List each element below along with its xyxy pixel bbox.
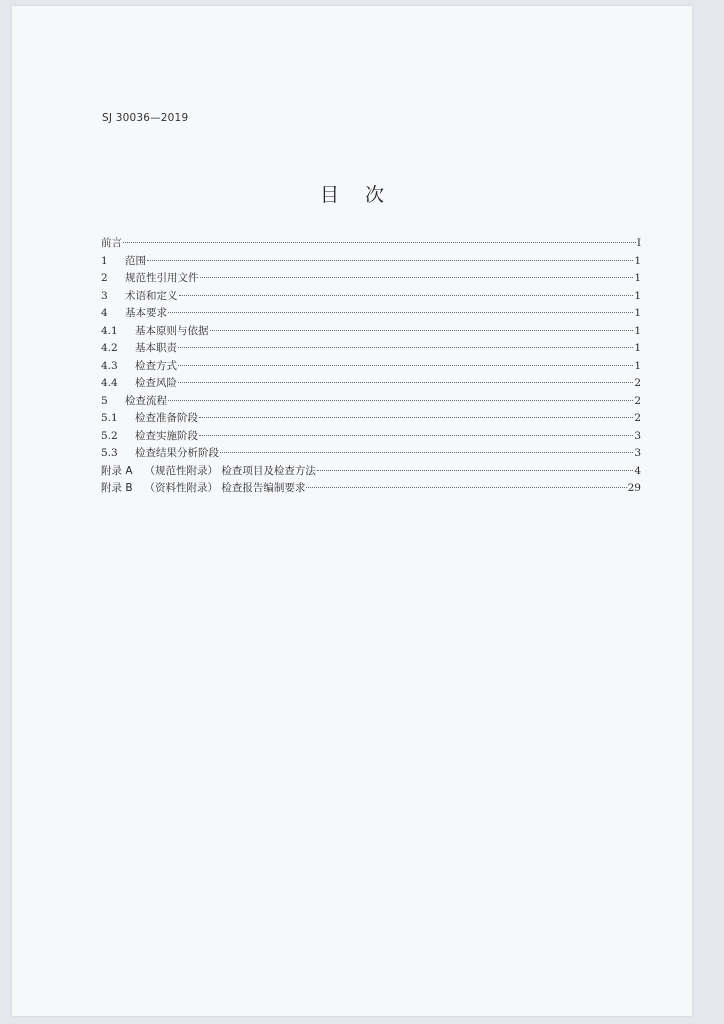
toc-leader-dots xyxy=(306,487,626,488)
toc-entry[interactable] xyxy=(101,445,641,463)
toc-entry-label xyxy=(101,253,146,271)
toc-entry-label xyxy=(101,235,122,253)
toc-page-number: 2 xyxy=(634,394,641,407)
toc-entry-text: （资料性附录） 检查报告编制要求 xyxy=(144,482,306,494)
toc-entry-text: 检查实施阶段 xyxy=(135,429,198,442)
toc-entry-text: （规范性附录） 检查项目及检查方法 xyxy=(144,464,316,477)
toc-entry-text: 基本要求 xyxy=(125,307,167,319)
toc-entry[interactable] xyxy=(101,253,641,271)
toc-annex-number: 附录 A xyxy=(101,464,133,477)
toc-page-number: 1 xyxy=(634,254,641,267)
toc-page-number: 1 xyxy=(634,289,641,302)
toc-entry-text: 范围 xyxy=(125,254,146,267)
toc-leader-dots xyxy=(199,417,633,418)
toc-entry-text: 基本原则与依据 xyxy=(135,324,209,337)
toc-entry-text: 检查结果分析阶段 xyxy=(135,447,219,459)
toc-entry-text: 术语和定义 xyxy=(125,289,178,302)
toc-section-number: 5.1 xyxy=(101,412,118,424)
toc-page-number: 1 xyxy=(634,342,641,354)
toc-page-number: I xyxy=(636,237,641,249)
toc-annex-number: 附录 B xyxy=(101,482,133,494)
toc-page-number: 2 xyxy=(634,412,641,424)
toc-leader-dots xyxy=(168,312,633,313)
toc-entry[interactable] xyxy=(101,375,641,393)
toc-entry-text: 规范性引用文件 xyxy=(125,272,199,284)
toc-page-number: 1 xyxy=(634,359,641,372)
document-id: SJ 30036—2019 xyxy=(102,112,189,124)
toc-entry[interactable] xyxy=(101,393,641,411)
toc-entry-text: 检查方式 xyxy=(135,359,177,372)
toc-entry-label xyxy=(101,445,219,463)
toc-entry[interactable] xyxy=(101,480,641,498)
toc-entry-text: 前言 xyxy=(101,237,122,249)
toc-entry-text: 检查流程 xyxy=(125,394,167,407)
toc-leader-dots xyxy=(200,277,634,278)
toc-page-number: 2 xyxy=(634,377,641,389)
toc-page-number: 1 xyxy=(634,307,641,319)
toc-entry-label xyxy=(101,463,316,481)
toc-entry-label xyxy=(101,410,198,428)
toc-entry-label xyxy=(101,393,167,411)
toc-entry[interactable] xyxy=(101,288,641,306)
toc-leader-dots xyxy=(178,382,633,383)
document-page xyxy=(12,6,692,1016)
toc-entry-label xyxy=(101,323,209,341)
toc-section-number: 5.3 xyxy=(101,447,118,459)
toc-entry[interactable] xyxy=(101,305,641,323)
toc-entry[interactable] xyxy=(101,323,641,341)
toc-leader-dots xyxy=(179,295,634,296)
toc-page-number: 3 xyxy=(634,429,641,442)
toc-entry[interactable] xyxy=(101,340,641,358)
toc-leader-dots xyxy=(199,435,633,436)
toc-section-number: 4.2 xyxy=(101,342,118,354)
toc-section-number: 1 xyxy=(101,254,108,267)
toc-page-number: 29 xyxy=(627,482,641,494)
toc-leader-dots xyxy=(168,400,633,401)
toc-section-number: 4.4 xyxy=(101,377,118,389)
toc-entry-label xyxy=(101,305,167,323)
toc-page-number: 1 xyxy=(634,272,641,284)
toc-entry-text: 基本职责 xyxy=(135,342,177,354)
toc-entry-label xyxy=(101,288,178,306)
toc-section-number: 2 xyxy=(101,272,108,284)
toc-page-number: 3 xyxy=(634,447,641,459)
toc-leader-dots xyxy=(317,470,633,471)
toc-section-number: 3 xyxy=(101,289,108,302)
toc-page-number: 4 xyxy=(634,464,641,477)
toc-section-number: 5 xyxy=(101,394,108,407)
toc-page-number: 1 xyxy=(634,324,641,337)
toc-leader-dots xyxy=(220,452,633,453)
toc-leader-dots xyxy=(123,242,636,243)
toc-section-number: 5.2 xyxy=(101,429,118,442)
toc-entry[interactable] xyxy=(101,270,641,288)
toc-entry-label xyxy=(101,480,305,498)
toc-entry[interactable] xyxy=(101,428,641,446)
toc-leader-dots xyxy=(178,347,633,348)
toc-entry[interactable] xyxy=(101,463,641,481)
toc-entry-text: 检查风险 xyxy=(135,377,177,389)
toc-entry[interactable] xyxy=(101,235,641,253)
toc-section-number: 4 xyxy=(101,307,108,319)
toc-entry[interactable] xyxy=(101,358,641,376)
toc-section-number: 4.3 xyxy=(101,359,118,372)
toc-entry-label xyxy=(101,358,177,376)
toc-entry-label xyxy=(101,375,177,393)
toc-leader-dots xyxy=(178,365,633,366)
toc-entry[interactable] xyxy=(101,410,641,428)
table-of-contents xyxy=(101,235,641,498)
toc-entry-label xyxy=(101,340,177,358)
toc-section-number: 4.1 xyxy=(101,324,118,337)
toc-leader-dots xyxy=(147,260,633,261)
toc-title: 目次 xyxy=(319,184,410,206)
toc-leader-dots xyxy=(210,330,634,331)
toc-entry-label xyxy=(101,428,198,446)
toc-entry-text: 检查准备阶段 xyxy=(135,412,198,424)
toc-entry-label xyxy=(101,270,199,288)
